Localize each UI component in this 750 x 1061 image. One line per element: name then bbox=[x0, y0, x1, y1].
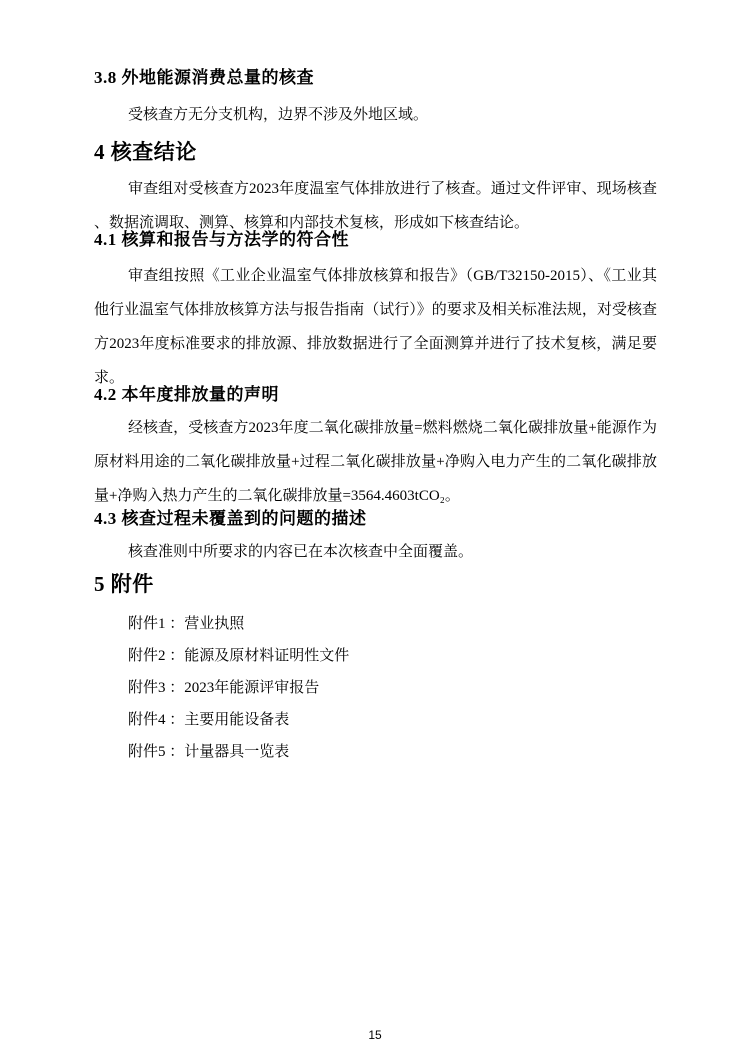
attachment-item: 附件2 ：能源及原材料证明性文件 bbox=[128, 648, 350, 664]
paragraph-line: 核查准则中所要求的内容已在本次核查中全面覆盖。 bbox=[128, 544, 474, 560]
heading-3-8: 3.8 外地能源消费总量的核查 bbox=[94, 68, 314, 87]
paragraph-3-8 bbox=[94, 98, 657, 132]
paragraph-line: 他行业温室气体排放核算方法与报告指南（试行）》的要求及相关标准法规，对受核查 bbox=[94, 302, 657, 318]
heading-5: 5 附件 bbox=[94, 572, 154, 596]
attachment-item: 附件5 ：计量器具一览表 bbox=[128, 744, 290, 760]
heading-4-2: 4.2 本年度排放量的声明 bbox=[94, 385, 279, 404]
heading-4: 4 核查结论 bbox=[94, 140, 197, 164]
attachment-item: 附件1 ：营业执照 bbox=[128, 616, 245, 632]
attachment-list bbox=[94, 608, 691, 768]
paragraph-4-2 bbox=[94, 411, 657, 513]
paragraph-4-1 bbox=[94, 259, 657, 395]
paragraph-line: 经核查，受核查方2023年度二氧化碳排放量=燃料燃烧二氧化碳排放量+能源作为 bbox=[128, 420, 657, 436]
paragraph-line: 求。 bbox=[94, 370, 125, 386]
paragraph-line: 方2023年度标准要求的排放源、排放数据进行了全面测算并进行了技术复核，满足要 bbox=[94, 336, 657, 352]
paragraph-4-3 bbox=[94, 535, 657, 569]
attachment-item: 附件3 ：2023年能源评审报告 bbox=[128, 680, 320, 696]
paragraph-line: 、数据流调取、测算、核算和内部技术复核，形成如下核查结论。 bbox=[94, 215, 530, 231]
paragraph-line: 受核查方无分支机构，边界不涉及外地区域。 bbox=[128, 107, 429, 123]
paragraph-line: 审查组按照《工业企业温室气体排放核算和报告》（GB/T32150-2015）、《工业其 bbox=[128, 268, 657, 284]
paragraph-line emission-total-line: 量+净购入热力产生的二氧化碳排放量=3564.4603tCO₂。 bbox=[94, 488, 460, 504]
heading-4-3: 4.3 核查过程未覆盖到的问题的描述 bbox=[94, 509, 367, 528]
heading-4-1: 4.1 核算和报告与方法学的符合性 bbox=[94, 230, 349, 249]
paragraph-line: 原材料用途的二氧化碳排放量+过程二氧化碳排放量+净购入电力产生的二氧化碳排放 bbox=[94, 454, 657, 470]
attachment-item: 附件4 ：主要用能设备表 bbox=[128, 712, 290, 728]
page-number: 15 bbox=[368, 1028, 382, 1042]
paragraph-line: 审查组对受核查方2023年度温室气体排放进行了核查。通过文件评审、现场核查 bbox=[128, 181, 657, 197]
